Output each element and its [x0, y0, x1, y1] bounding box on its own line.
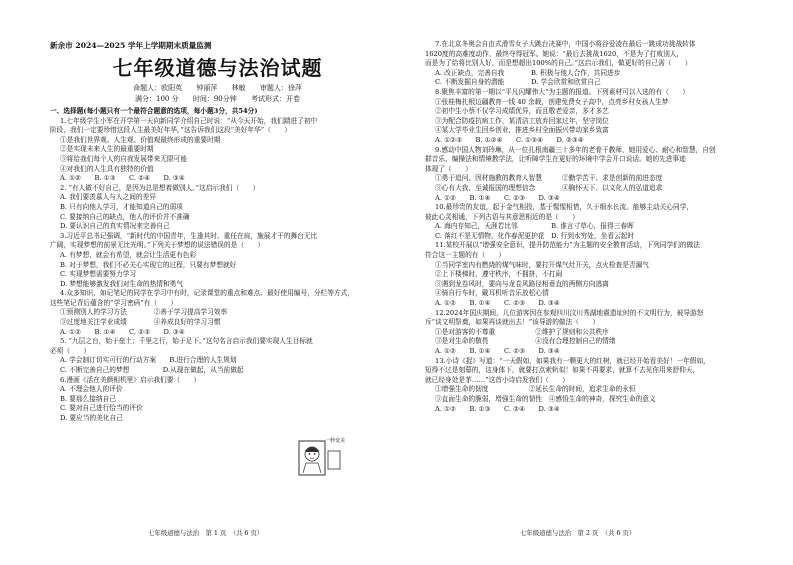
answer-choices: A. ①② B. ①④ C. ②③ D. ③④ [435, 193, 560, 202]
exam-header: 新余市 2024—2025 学年上学期期末质量监测 [50, 41, 212, 50]
cartoon-illustration [295, 437, 347, 485]
option-line: C. 要接纳自己的缺点，他人的评价并不准确 [60, 212, 190, 221]
question-line: 3.习近平总书记强调，“新时代的中国青年，生逢其时、重任在肩，施展才干的舞台无比 [60, 231, 318, 240]
option-line: ①是我们世界观、人生观、价值观最终形成的重要时期 [60, 135, 221, 144]
option-line: C. 不断发掘自身的潜能 D. 学会欣赏和欣赏自己 [435, 78, 601, 87]
answer-choices: A. ①② B. ①③ C. ②④ D. ③④ [60, 174, 185, 183]
question-line: 7.在北京冬奥会自由式滑雪女子大跳台决赛中，中国小将谷爱凌在最后一跳成功挑战转体 [435, 40, 696, 48]
option-line: ①预测别人的学习方法 ②善于学习提高学习效率 [60, 308, 228, 317]
question-line: 2. “有人做不好自己，是因为总是想着做别人。”这启示我们（ ） [60, 183, 260, 192]
question-line: 1.七年级学生小军在开学第一天向新同学介绍自己时说：“从今天开始，我们踏进了初中 [60, 116, 318, 125]
question-line: 符合这一主题的有（ ） [425, 251, 506, 260]
full-score: 满分：100 分 [135, 95, 179, 103]
question-line: 6.漫画《活在美颜相机里》启示我们要（ ） [60, 375, 201, 384]
option-line: A. 改正缺点，完善自我 B. 积极与他人合作，共同进步 [435, 68, 621, 77]
option-line: ①当同学室内有燃烧的煤气味时，要打开煤气灶开关，点火检查是否漏气 [435, 260, 649, 269]
question-line: 体现了（ ） [425, 164, 472, 173]
option-line: ①勇于追问、因材施教的教育人智慧 ②勤学苦干、求是创新的前进态度 [435, 174, 663, 183]
option-line: ③遇到龙卷风时，要向与龙卷风路径相垂直的两侧方向逃离 [435, 279, 609, 288]
question-line: 这些笔记背后蕴含的“学习密码”有（ ） [50, 298, 178, 307]
question-line: 1620度的高难度动作，最终夺得冠军。她说：“最后去挑战1620，不是为了打败别人， [425, 49, 684, 58]
option-line: ④对我们的人生具有独特的价值 [60, 164, 154, 173]
question-line: 而是为了给将比别人好，而是想超出100%的自己。”这启示我们，做更好的自己需（ ） [425, 59, 692, 68]
page-footer-left: 七年级道德与法治 第 1 页 （共 6 页） [148, 529, 264, 537]
option-line: ③为配合防疫抗病工作，某清洁工放弃回家过年，坚守岗位 [435, 116, 609, 125]
question-line: 斥“谈文明祭奠，如果再谈就出去！”该导游的做法（ ） [425, 318, 600, 327]
selfie-cartoon-icon [295, 437, 347, 485]
question-line: 阶段，我们一定要珍惜这段人生最美好年华。”这告诉我们这段“美好年华”（ ） [50, 126, 291, 135]
exam-info-line [50, 94, 385, 105]
option-line: C. 实现梦想需要努力学习 [60, 270, 137, 279]
cartoon-caption: 一秒变美 [325, 438, 346, 444]
exam-title: 七年级道德与法治试题 [112, 56, 323, 80]
question-line: 必须（ ） [50, 346, 91, 355]
right-column [425, 40, 760, 414]
option-line: ①增强生命的韧度 ②延长生命的时间，追求生命的永恒 [435, 385, 636, 394]
option-line: B. 对于梦想，我们不必关心实现它的过程，只要有梦想就好 [60, 260, 237, 269]
answer-choices: A. ①②③ B. ①②④ C. ①③④ D. ②③④ [435, 135, 584, 144]
option-line: ③是对生命的敬畏 ④没有合理控制自己的情绪 [435, 337, 616, 346]
option-line: ④某大学毕业生回乡创业，推进乡村全面振兴带动家乡致富 [435, 126, 609, 135]
option-line: B. 要那么接纳自己 [60, 394, 116, 403]
author-1: 命题人：欧阳英 [133, 84, 183, 92]
question-line: 13.小诗《捉》写道：“一天假如，如果我有一颗更大的红树，就已经开始看美好！一年假如， [435, 356, 710, 365]
question-line: 12.2024年国庆期间，儿位游客因在参观四川汶川秀湖地震遗址时的不文明行为，被导游怒 [435, 308, 704, 317]
question-line: 10.最珍贵的友谊，起于金气相投，基于惺惺相惜，久于细水长流。能够主动关心同学， [435, 203, 694, 212]
option-line: C. 要对自己进行恰当的评价 [60, 404, 143, 413]
left-column [50, 40, 385, 424]
author-2: 钟丽萍 [196, 84, 218, 92]
question-line: 短得不过是刻幕的，这身体下，就要打点索轨似！如果不再要求，就算不去见你用来舒仰天， [425, 366, 700, 375]
option-line: ③过度地关注学业成绩 ④养成良好的学习习惯 [60, 318, 221, 327]
option-line: ③直面生命的脆弱，增强生命的韧性 ④感悟生命的神奇，探究生命的意义 [435, 394, 656, 403]
question-line: 4.众多知识，如记笔记的同学在学习中有时，记录课堂的重点和难点、最好使用编号，分栏等方式， [60, 289, 354, 298]
question-line: 群音乐、编操法和情境教学法，让听障学生在更好的环境中学会开口说话。她的先进事迹 [425, 155, 686, 164]
question-line: 9.感动中国人物刘玲琳，从一位扎根南疆三十多年的老骨干教师，她用爱心、耐心和智慧，自创 [435, 145, 716, 154]
answer-choices: A. ①② B. ①④ C. ②③ D. ③④ [435, 347, 560, 355]
time-limit: 时间：90分钟 [192, 95, 237, 103]
question-line: 就已经身处是茅……”这首小诗启发我们（ ） [425, 375, 569, 384]
authors-line [50, 83, 385, 94]
section-heading: 一、选择题(每小题只有一个最符合题意的选项，每小题3分，共54分) [50, 107, 258, 115]
question-line: 8.聚焦丰富的第一期以“平凡闪耀伟大”为主题的报道。下列素材可以入选的有（ ） [435, 87, 689, 96]
question-line: 彼此心灵相通，下列古语与其意思相近的是（ ） [425, 212, 579, 221]
option-line: ①张桂梅扎根边疆教育一线 40 余载，创建免费女子高中，点亮乡村女孩人生梦 [435, 97, 669, 106]
option-line: C. 不断完善自己的梦想 D.从现在做起，从当前做起 [60, 366, 244, 375]
question-line: 11.某校开展以“增强安全意识，提升防范能力”为主题的安全教育活动，下列同学们的做法 [435, 241, 700, 250]
option-line: ①是对游客的不尊重 ②维护了规则和公共秩序 [435, 327, 609, 336]
option-line: D. 要认识自己的真实情况来完善自己 [60, 222, 170, 231]
option-line: ②初中生小蔡不仅学习成绩优异，而且敬老爱亲，多才多艺 [435, 107, 609, 116]
option-line: ②是实现未来人生的最重要时期 [60, 145, 154, 154]
page-footer-right: 七年级道德与法治 第 2 页 （共 6 页） [520, 529, 636, 537]
question-line: 5. “九层之台，始于垒土；千里之行，始于足下。”这句名言启示我们要实现人生目标就 [60, 337, 313, 346]
answer-choices: A. ①② B. ①④ C. ②③ D. ③④ [60, 327, 185, 336]
option-line: ③将给我们每个人的自我发展带来无限可能 [60, 154, 188, 163]
answer-choices: A. ①② B. ①③ C. ②④ D. ③④ [435, 404, 560, 413]
reviewer: 审题人：徐萍 [259, 84, 302, 92]
answer-choices: A. ①② B. ①④ C. ②③ D. ③④ [435, 299, 560, 308]
option-line: D. 要应当的美化自己 [60, 414, 123, 422]
option-line: A. 海内存知己，天涯若比邻 B. 谁言寸草心，报得三春晖 [435, 222, 634, 231]
option-line: C. 落红不是无情物，化作春泥更护花 D. 行到水穷处，坐看云起时 [435, 231, 635, 240]
option-line: A. 学会制订切实可行的行动方案 B.进行合理的人生规划 [60, 356, 237, 365]
author-3: 林敏 [231, 84, 246, 92]
option-line: B. 只有向他人学习，才能知道自己的弱项 [60, 202, 183, 211]
option-line: ④骑自行车时，戴耳机听音乐放松心情 [435, 289, 549, 298]
question-line: 广阔，实现梦想的前景无比光明。”下列关于梦想的说法错误的是（ ） [50, 241, 265, 250]
option-line: A. 不理会他人的评价 [60, 385, 123, 394]
option-line: ③心有大我、至诚报国的理想信念 ④胸怀天下、以文化人的弘道追求 [435, 183, 663, 192]
option-line: D. 梦想能够激发我们对生命的热情和勇气 [60, 279, 184, 288]
option-line: ②上下楼梯时，遵守秩序，不拥挤，不打闹 [435, 270, 563, 279]
option-line: A. 有梦想，就会有希望，就会让生活更有色彩 [60, 250, 197, 259]
exam-form: 考试形式：开卷 [250, 95, 300, 103]
option-line: A. 我们要羡慕人与人之间的差异 [60, 193, 157, 202]
